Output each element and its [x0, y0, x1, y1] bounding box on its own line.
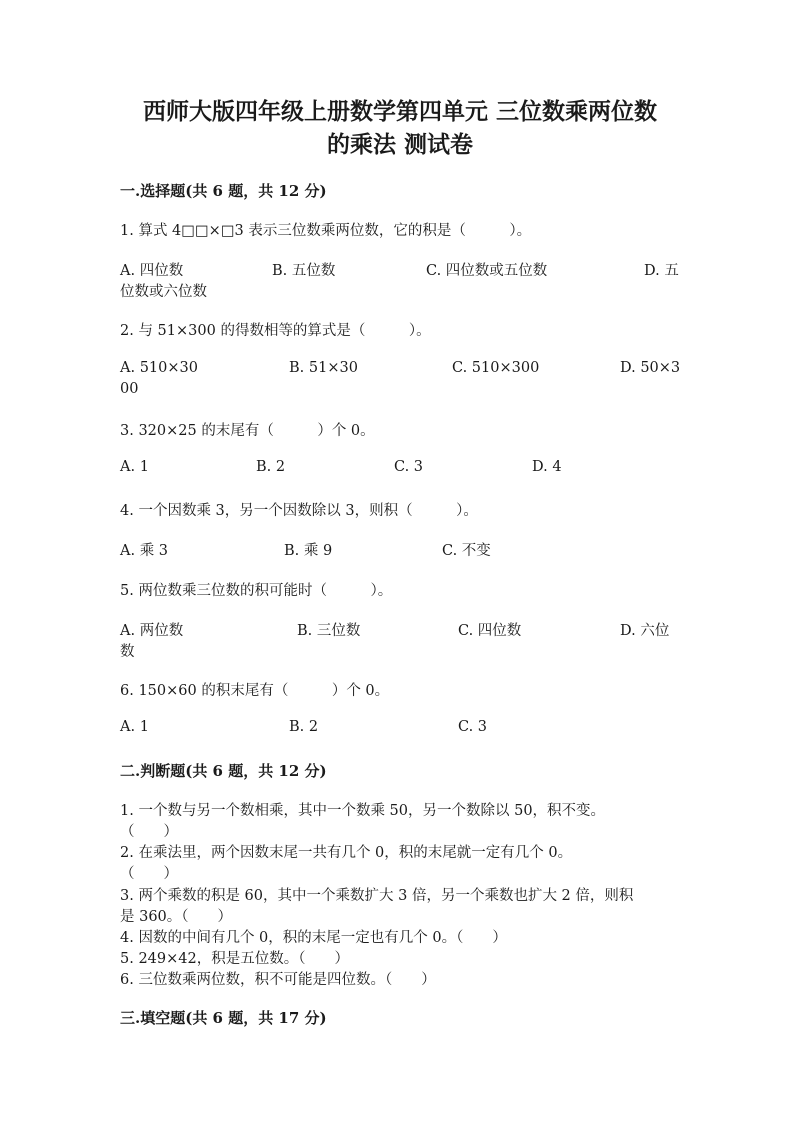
question-5-option-a: A. 两位数 [120, 623, 184, 639]
question-1-option-a: A. 四位数 [120, 263, 184, 279]
judge-item-5: 5. 249×42，积是五位数。（ ） [120, 951, 349, 967]
question-2-option-d-wrap: 00 [120, 381, 139, 397]
judge-item-3-cont: 是 360。（ ） [120, 909, 233, 925]
question-6-option-c: C. 3 [458, 719, 488, 735]
page-title-line2: 的乘法 测试卷 [326, 131, 473, 158]
question-5-option-d: D. 六位 [620, 623, 670, 639]
question-1-option-d-wrap: 位数或六位数 [120, 284, 207, 300]
judge-item-6: 6. 三位数乘两位数，积不可能是四位数。（ ） [120, 972, 436, 988]
section2-heading: 二.判断题(共 6 题，共 12 分) [120, 762, 327, 780]
question-1-stem: 1. 算式 4□□×□3 表示三位数乘两位数，它的积是（ ）。 [120, 223, 532, 239]
question-2-option-a: A. 510×30 [120, 360, 198, 376]
question-3-option-b: B. 2 [256, 459, 286, 475]
question-3-option-a: A. 1 [120, 459, 149, 475]
judge-item-2: 2. 在乘法里，两个因数末尾一共有几个 0，积的末尾就一定有几个 0。 [120, 845, 573, 861]
question-4-option-a: A. 乘 3 [120, 543, 169, 559]
question-6-option-a: A. 1 [120, 719, 149, 735]
question-3-stem: 3. 320×25 的末尾有（ ）个 0。 [120, 423, 375, 439]
question-2-option-b: B. 51×30 [289, 360, 358, 376]
judge-item-2-blank: （ ） [120, 866, 178, 882]
question-4-stem: 4. 一个因数乘 3，另一个因数除以 3，则积（ ）。 [120, 503, 478, 519]
question-6-option-b: B. 2 [289, 719, 319, 735]
question-1-option-b: B. 五位数 [272, 263, 336, 279]
question-3-option-c: C. 3 [394, 459, 424, 475]
question-1-option-d: D. 五 [644, 263, 679, 279]
question-2-option-c: C. 510×300 [452, 360, 540, 376]
question-5-option-c: C. 四位数 [458, 623, 522, 639]
section3-heading: 三.填空题(共 6 题，共 17 分) [120, 1009, 327, 1027]
question-3-option-d: D. 4 [532, 459, 562, 475]
question-4-option-b: B. 乘 9 [284, 543, 333, 559]
question-4-option-c: C. 不变 [442, 543, 491, 559]
question-1-option-c: C. 四位数或五位数 [426, 263, 548, 279]
judge-item-4: 4. 因数的中间有几个 0，积的末尾一定也有几个 0。（ ） [120, 930, 507, 946]
question-5-option-d-wrap: 数 [120, 644, 135, 660]
section1-heading: 一.选择题(共 6 题，共 12 分) [120, 182, 327, 200]
question-5-stem: 5. 两位数乘三位数的积可能时（ ）。 [120, 583, 393, 599]
question-2-stem: 2. 与 51×300 的得数相等的算式是（ ）。 [120, 323, 431, 339]
question-6-stem: 6. 150×60 的积末尾有（ ）个 0。 [120, 683, 390, 699]
question-2-option-d: D. 50×3 [620, 360, 681, 376]
judge-item-1: 1. 一个数与另一个数相乘，其中一个数乘 50，另一个数除以 50，积不变。 [120, 803, 606, 819]
page-title-line1: 西师大版四年级上册数学第四单元 三位数乘两位数 [142, 98, 657, 125]
judge-item-1-blank: （ ） [120, 824, 178, 840]
judge-item-3: 3. 两个乘数的积是 60，其中一个乘数扩大 3 倍，另一个乘数也扩大 2 倍，则积 [120, 888, 634, 904]
question-5-option-b: B. 三位数 [297, 623, 361, 639]
